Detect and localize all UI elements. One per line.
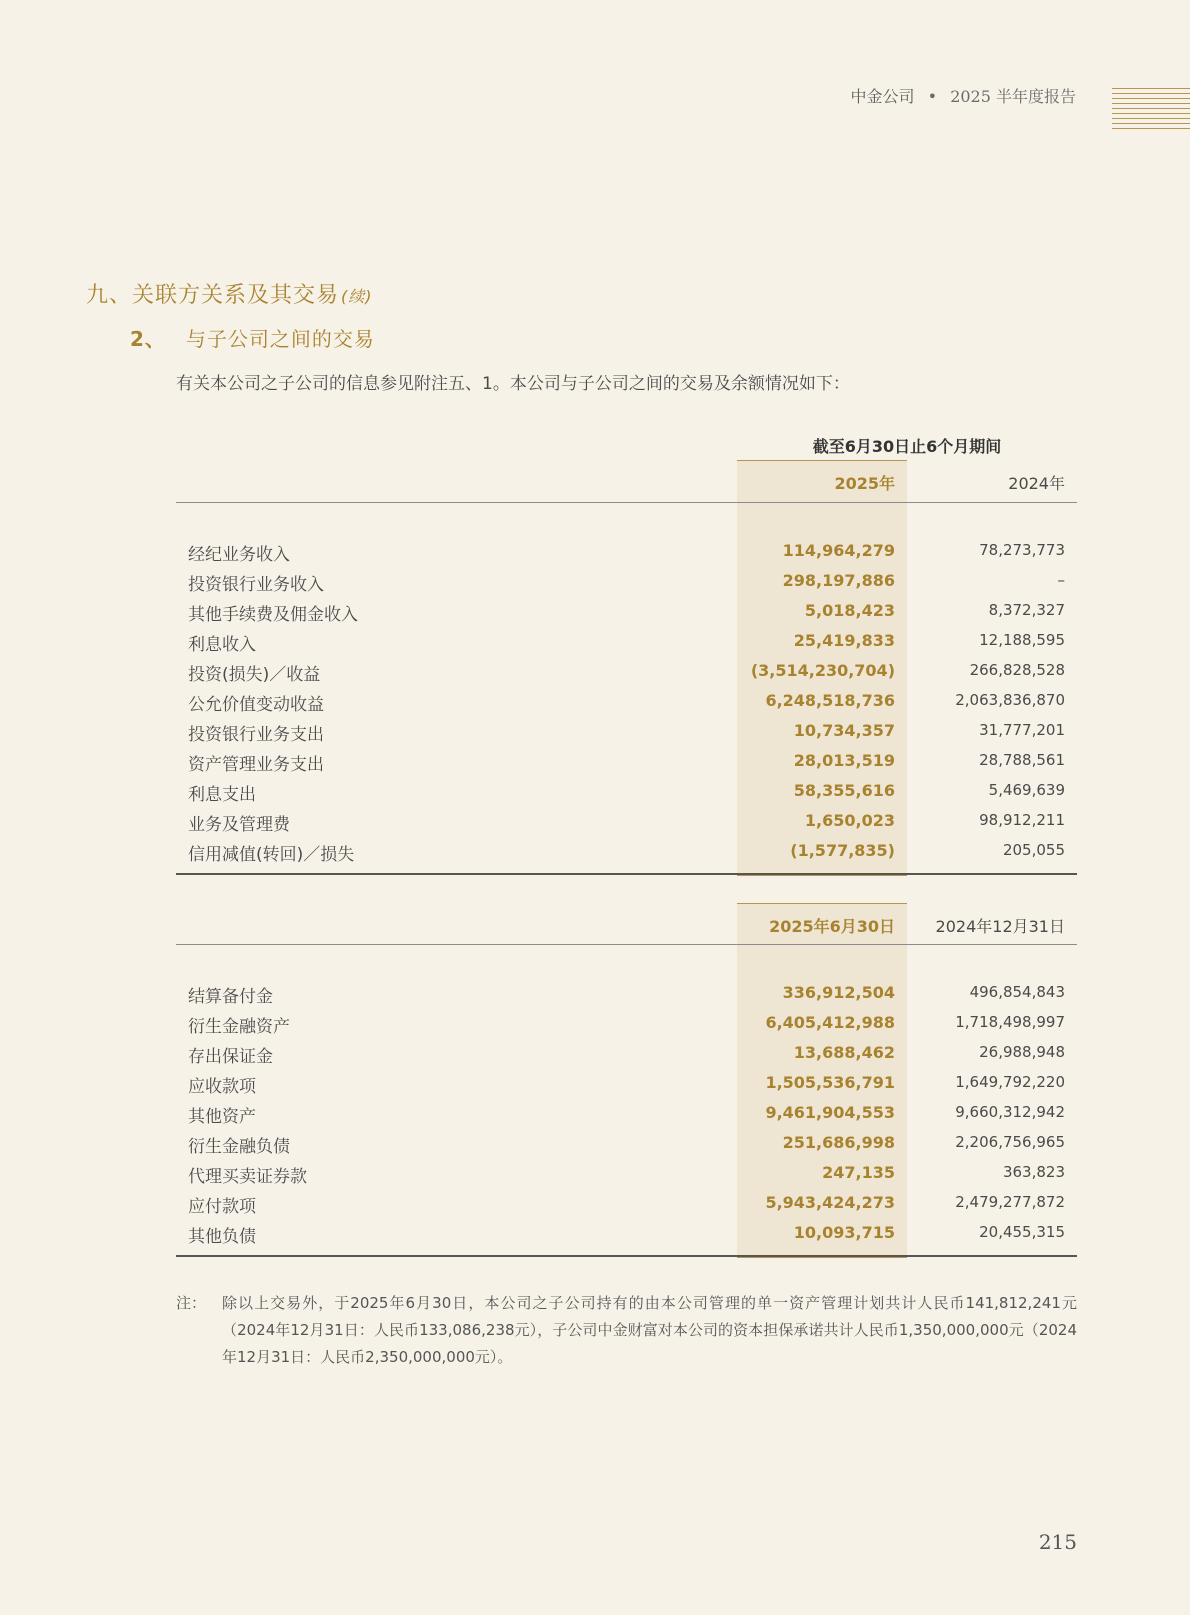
table2-bottom-rule <box>176 1255 1077 1257</box>
table2-top-gold-rule <box>737 903 907 904</box>
table-row <box>176 807 1077 837</box>
row-value-current: 1,650,023 <box>804 811 895 830</box>
subsection-title-text: 与子公司之间的交易 <box>185 327 375 351</box>
row-label: 应收款项 <box>188 1077 256 1097</box>
row-label: 衍生金融负债 <box>188 1137 290 1157</box>
row-label: 应付款项 <box>188 1197 256 1217</box>
footnote-tag: 注： <box>176 1294 207 1312</box>
row-value-prior: 205,055 <box>1002 841 1065 859</box>
table-row <box>176 627 1077 657</box>
table-row <box>176 1189 1077 1219</box>
page-number: 215 <box>1038 1530 1077 1554</box>
row-value-prior: 496,854,843 <box>969 983 1065 1001</box>
row-label: 公允价值变动收益 <box>188 695 324 715</box>
row-label: 其他资产 <box>188 1107 256 1127</box>
row-label: 经纪业务收入 <box>188 545 290 565</box>
row-value-prior: 28,788,561 <box>979 751 1065 769</box>
table2-bottom-gold-rule <box>737 1257 907 1258</box>
row-label: 衍生金融资产 <box>188 1017 290 1037</box>
footnote-text: 除以上交易外，于2025年6月30日，本公司之子公司持有的由本公司管理的单一资产管理计划共计人民币141,812,241元（2024年12月31日：人民币133,086,238元），子公司中金财富对本公司的资本担保承诺共计人民币1,350,000,000元（2024年12月31日：人民币2,350,000,000元）。 <box>222 1294 1077 1366</box>
row-value-current: 6,248,518,736 <box>765 691 895 710</box>
row-value-prior: 2,063,836,870 <box>955 691 1065 709</box>
row-label: 存出保证金 <box>188 1047 273 1067</box>
table1-period-header: 截至6月30日止6个月期间 <box>812 437 1002 456</box>
table-row <box>176 687 1077 717</box>
row-value-prior: 98,912,211 <box>979 811 1065 829</box>
row-value-current: 5,943,424,273 <box>765 1193 895 1212</box>
header-company: 中金公司 <box>850 87 915 106</box>
row-value-prior: 2,479,277,872 <box>955 1193 1065 1211</box>
row-value-current: 336,912,504 <box>782 983 895 1002</box>
row-label: 投资银行业务收入 <box>188 575 324 595</box>
row-label: 信用减值(转回)／损失 <box>188 845 355 865</box>
table-row <box>176 747 1077 777</box>
table-row <box>176 597 1077 627</box>
intro-paragraph: 有关本公司之子公司的信息参见附注五、1。本公司与子公司之间的交易及余额情况如下： <box>176 374 850 394</box>
row-value-current: 13,688,462 <box>793 1043 895 1062</box>
row-label: 资产管理业务支出 <box>188 755 324 775</box>
row-value-current: 58,355,616 <box>793 781 895 800</box>
row-value-prior: 20,455,315 <box>979 1223 1065 1241</box>
table1-bottom-gold-rule <box>737 875 907 876</box>
row-value-prior: 8,372,327 <box>988 601 1065 619</box>
row-value-prior: 363,823 <box>1002 1163 1065 1181</box>
table-row <box>176 1219 1077 1249</box>
row-label: 利息收入 <box>188 635 256 655</box>
row-value-prior: 31,777,201 <box>979 721 1065 739</box>
table1-col-prior: 2024年 <box>1008 474 1065 493</box>
row-value-current: 10,093,715 <box>793 1223 895 1242</box>
table-row <box>176 1069 1077 1099</box>
row-value-current: 10,734,357 <box>793 721 895 740</box>
table2-col-current: 2025年6月30日 <box>769 917 895 936</box>
table-row <box>176 537 1077 567</box>
row-label: 其他负债 <box>188 1227 256 1247</box>
table2-col-prior: 2024年12月31日 <box>935 917 1065 936</box>
table-row <box>176 1129 1077 1159</box>
row-value-prior: – <box>1057 571 1065 589</box>
header-report-title: 2025 半年度报告 <box>950 87 1076 106</box>
header-separator: • <box>927 87 938 106</box>
running-header <box>851 84 1076 107</box>
table-row <box>176 717 1077 747</box>
table-row <box>176 837 1077 867</box>
row-value-current: (1,577,835) <box>790 841 895 860</box>
row-label: 代理买卖证券款 <box>188 1167 307 1187</box>
row-value-prior: 9,660,312,942 <box>955 1103 1065 1121</box>
row-value-current: 6,405,412,988 <box>765 1013 895 1032</box>
table1-period-rule <box>737 460 907 461</box>
row-value-prior: 1,649,792,220 <box>955 1073 1065 1091</box>
subsection-number: 2、 <box>130 327 166 351</box>
table-row <box>176 1009 1077 1039</box>
table-row <box>176 979 1077 1009</box>
section-title-text: 九、关联方关系及其交易 <box>86 283 340 308</box>
row-value-prior: 12,188,595 <box>979 631 1065 649</box>
section-continued: (续) <box>341 287 373 306</box>
table2-header-rule <box>176 944 1077 945</box>
section-title <box>86 278 373 309</box>
table-row <box>176 1039 1077 1069</box>
row-value-current: 25,419,833 <box>793 631 895 650</box>
row-label: 利息支出 <box>188 785 256 805</box>
row-value-current: 28,013,519 <box>793 751 895 770</box>
row-value-current: 1,505,536,791 <box>765 1073 895 1092</box>
row-label: 结算备付金 <box>188 987 273 1007</box>
footnote <box>176 1290 1077 1371</box>
row-value-prior: 266,828,528 <box>969 661 1065 679</box>
row-value-current: 247,135 <box>822 1163 895 1182</box>
row-value-current: 9,461,904,553 <box>765 1103 895 1122</box>
row-value-current: 5,018,423 <box>804 601 895 620</box>
table-row <box>176 567 1077 597</box>
row-value-prior: 2,206,756,965 <box>955 1133 1065 1151</box>
row-label: 投资(损失)／收益 <box>188 665 321 685</box>
row-label: 业务及管理费 <box>188 815 290 835</box>
row-value-prior: 78,273,773 <box>979 541 1065 559</box>
row-value-prior: 5,469,639 <box>988 781 1065 799</box>
row-value-current: 298,197,886 <box>782 571 895 590</box>
row-value-current: (3,514,230,704) <box>750 661 895 680</box>
table-row <box>176 777 1077 807</box>
row-value-current: 251,686,998 <box>782 1133 895 1152</box>
subsection-title <box>130 323 375 352</box>
table1-bottom-rule <box>176 873 1077 875</box>
row-value-current: 114,964,279 <box>782 541 895 560</box>
table-row <box>176 657 1077 687</box>
row-value-prior: 1,718,498,997 <box>955 1013 1065 1031</box>
row-label: 投资银行业务支出 <box>188 725 324 745</box>
row-label: 其他手续费及佣金收入 <box>188 605 358 625</box>
row-value-prior: 26,988,948 <box>979 1043 1065 1061</box>
table1-col-current: 2025年 <box>834 474 895 493</box>
table-row <box>176 1159 1077 1189</box>
table1-header-rule <box>176 502 1077 503</box>
table-row <box>176 1099 1077 1129</box>
header-decoration-lines <box>1112 88 1190 133</box>
